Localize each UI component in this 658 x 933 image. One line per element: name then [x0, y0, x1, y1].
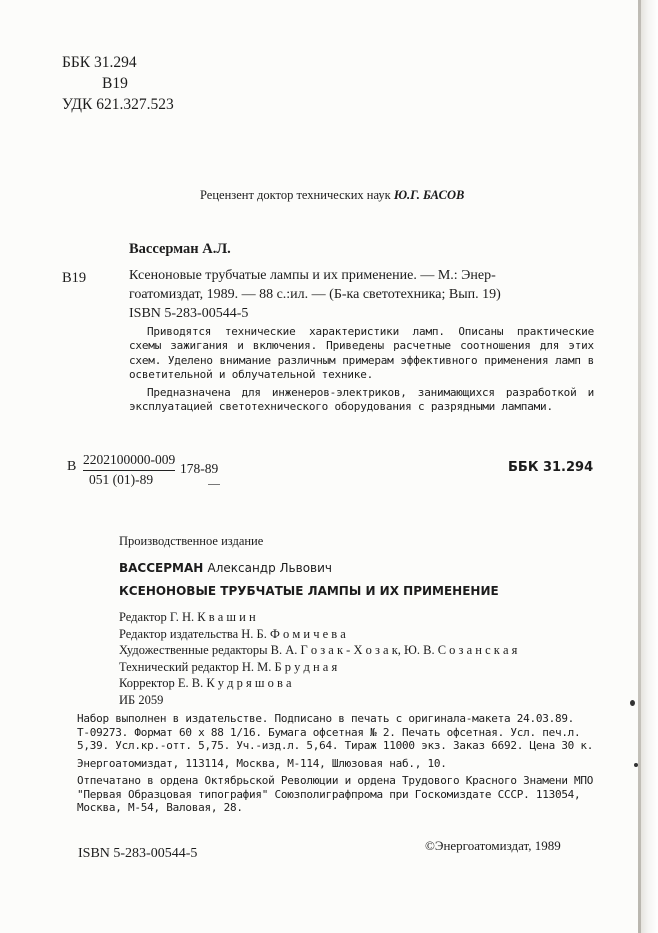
editor-line: Корректор Е. В. К у д р я ш о в а [119, 676, 292, 690]
editors-list [119, 609, 517, 708]
catalog-index: В19 [62, 270, 87, 286]
imprint-paragraph: Набор выполнен в издательстве. Подписано в печать с оригинала-макета 24.03.89. Т-09273. Формат 60 x 88 1/16. Бумага офсетная № 2. Печать офсетная. Усл. печ.л. 5,39. Усл.кр.-отт. 5,75. Уч.-изд.л. 5,64. Тираж 11000 экз. Заказ 6692. Цена 30 к. [77, 712, 594, 752]
colophon-title: КСЕНОНОВЫЕ ТРУБЧАТЫЕ ЛАМПЫ И ИХ ПРИМЕНЕНИЕ [119, 584, 499, 598]
classification-codes [62, 52, 174, 115]
catalog-author: Вассерман А.Л. [129, 241, 231, 257]
colophon-author-names: Александр Львович [207, 561, 333, 575]
catalog-title-line: гоатомиздат, 1989. — 88 с.:ил. — (Б-ка светотехника; Вып. 19) [129, 287, 501, 302]
catalog-title [129, 266, 501, 323]
imprint [77, 712, 597, 819]
page-edge [641, 0, 658, 933]
copyright: ©Энергоатомиздат, 1989 [425, 838, 561, 853]
editor-line: Технический редактор Н. М. Б р у д н а я [119, 659, 338, 674]
reviewer-prefix: Рецензент доктор технических наук [200, 188, 391, 202]
colophon-author-surname: ВАССЕРМАН [119, 561, 204, 575]
isbn-bottom: ISBN 5-283-00544-5 [78, 846, 198, 861]
ib-number: ИБ 2059 [119, 692, 164, 707]
classification-code: 178-89 [180, 461, 219, 476]
abstract-paragraph: Приводятся технические характеристики ламп. Описаны практические схемы зажигания и включения. Приведены расчетные соотношения для этих схем. Уделено внимание различным примерам эффективного применения ламп в осветительной и облучательной технике. [129, 325, 594, 381]
reviewer-name: Ю.Г. БАСОВ [393, 188, 465, 202]
author-index-code: В19 [102, 75, 128, 92]
editor-line: Редактор издательства Н. Б. Ф о м и ч е в а [119, 626, 346, 641]
divider [208, 484, 220, 485]
print-speck [630, 700, 635, 706]
abstract-paragraph: Предназначена для инженеров-электриков, занимающихся разработкой и эксплуатацией светотехнического оборудования с разрядными лампами. [129, 386, 594, 414]
udk-code: УДК 621.327.523 [62, 96, 174, 113]
editor-line: Редактор Г. Н. К в а ш и н [119, 610, 256, 624]
bbk-right: ББК 31.294 [508, 460, 594, 475]
reviewer-line [200, 188, 464, 203]
catalog-isbn: ISBN 5-283-00544-5 [129, 306, 249, 321]
fraction-line [83, 470, 175, 471]
imprint-paragraph: Энергоатомиздат, 113114, Москва, М-114, Шлюзовая наб., 10. [77, 756, 447, 770]
imprint-paragraph: Отпечатано в ордена Октябрьской Революции и ордена Трудового Красного Знамени МПО "Первая Образцовая типография" Союзполиграфпрома при Госкомиздате СССР. 113054, Москва, М-54, Валовая, 28. [77, 774, 594, 814]
catalog-title-line: Ксеноновые трубчатые лампы и их применение. — М.: Энер- [129, 268, 496, 283]
editor-line: Художественные редакторы В. А. Г о з а к - Х о з а к, Ю. В. С о з а н с к а я [119, 643, 518, 657]
abstract [129, 325, 594, 419]
colophon-author [119, 561, 332, 575]
edition-type: Производственное издание [119, 534, 264, 548]
classification-denominator: 051 (01)-89 [89, 472, 154, 487]
classification-letter: В [67, 459, 77, 474]
bbk-code: ББК 31.294 [62, 54, 137, 71]
classification-numerator: 2202100000-009 [83, 452, 176, 467]
